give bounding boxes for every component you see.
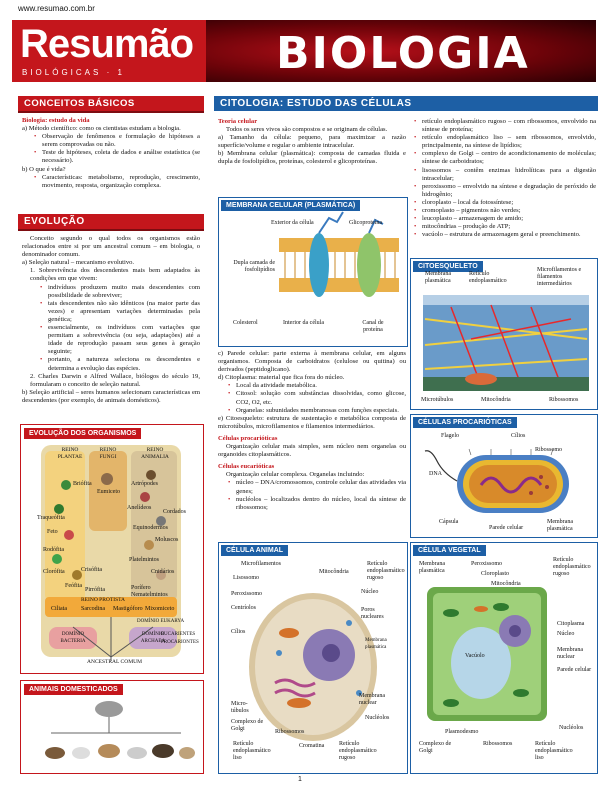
organela-item: • cloroplasto – local da fotossíntese;: [422, 199, 596, 207]
ancestral-label: ANCESTRAL COMUM: [87, 659, 142, 665]
animal-item: Equinodermos: [133, 525, 168, 531]
plant-item: Briófita: [73, 481, 92, 487]
bacteria-label: DOMÍNIO BACTERIA: [60, 632, 86, 644]
parede-celular-label: Parede celular: [489, 525, 524, 531]
animal-label: Núcleo: [361, 589, 379, 595]
animal-label: Peroxissomo: [231, 591, 263, 597]
teoria-e: e) Citoesqueleto: estrutura de sustentação e metabólica composta de microtúbulos, microfilamentos e filamentos intermediários.: [218, 414, 406, 430]
vegetal-label: Parede celular: [557, 667, 592, 673]
glicoproteina-label: Glicoproteína: [349, 220, 382, 226]
animalia-label: REINO ANIMALIA: [141, 447, 169, 460]
interior-label: Interior da célula: [283, 320, 324, 326]
animal-label: Complexo de Golgi: [231, 719, 264, 732]
cilios-label: Cílios: [511, 433, 526, 439]
vegetal-label: Complexo de Golgi: [419, 741, 452, 754]
evolucao-a2: 2. Charles Darwin e Alfred Wallace, biólogos do século 19, formularam o conceito de seleção natural.: [30, 372, 200, 388]
evolucao-section: [18, 214, 204, 405]
plant-item: Clorófita: [43, 569, 65, 575]
evolucao-b3: • essencialmente, os indivíduos com variações que permitam a sobrevivência (ou seja, adaptações) até a idade de reprodução passam seus genes à geração seguinte;: [48, 324, 200, 356]
animal-item: Artrópodes: [131, 481, 158, 487]
cito-microfilamentos-label: Microfilamentos e filamentos intermediários: [537, 267, 582, 287]
eucariontes-label: EUCARIENTES: [161, 632, 196, 637]
plant-item: Rodófita: [43, 547, 64, 553]
vegetal-label: Mitocôndria: [491, 581, 521, 587]
citologia-section: [214, 96, 598, 111]
site-url: www.resumao.com.br: [18, 4, 95, 13]
evolucao-a1: 1. Sobrevivência dos descendentes mais bem adaptados às condições em que vivem:: [30, 267, 200, 283]
page-title: BIOLOGIA: [276, 28, 530, 79]
flagelo-label: Flagelo: [441, 433, 459, 439]
evolucao-organismos-heading: EVOLUÇÃO DOS ORGANISMOS: [24, 428, 141, 439]
vegetal-label: Retículo endoplasmático liso: [535, 741, 573, 761]
plant-item: Feto: [47, 529, 58, 535]
eukarya-label: DOMÍNIO EUKARYA: [137, 619, 185, 624]
evolucao-heading: EVOLUÇÃO: [18, 214, 204, 231]
teoria-d2: • Citosol: solução com substâncias dissolvidas, como glicose, CO2, O2, etc.: [236, 390, 406, 406]
citoesqueleto-heading: CITOESQUELETO: [413, 261, 483, 272]
cito-membrana-label: Membrana plasmática: [425, 271, 451, 284]
organela-item: • cromoplasto – pigmentos não verdes;: [422, 207, 596, 215]
conceitos-section: [18, 96, 204, 190]
vegetal-label: Membrana nuclear: [557, 647, 583, 660]
organela-item: • retículo endoplasmático rugoso – com ribossomos, envolvido na síntese de proteína;: [422, 118, 596, 134]
animais-heading: ANIMAIS DOMESTICADOS: [24, 684, 123, 695]
animal-label: Centríolos: [231, 605, 256, 611]
evolucao-intro: Conceito segundo o qual todos os organismos estão relacionados entre si por um ancestral comum – em biologia, o denominador comum.: [22, 235, 200, 259]
protista-item: Mixomiceto: [145, 606, 175, 612]
conceitos-heading: CONCEITOS BÁSICOS: [18, 96, 204, 113]
conceitos-subheading: Biologia: estudo da vida: [22, 117, 90, 124]
animal-label: Nucléolos: [365, 715, 390, 721]
citoesqueleto-box: [410, 258, 598, 410]
brand-subtitle: BIOLÓGICAS · 1: [22, 68, 125, 77]
animal-label: Microfilamentos: [241, 561, 281, 567]
fungi-item: Eumiceto: [97, 489, 120, 495]
animal-label: Membrana plasmática: [365, 638, 387, 650]
plant-item: Crisófita: [81, 567, 102, 573]
exterior-label: Exterior da célula: [271, 220, 314, 226]
vegetal-label: Núcleo: [557, 631, 575, 637]
cito-mitocondria-label: Mitocôndria: [481, 397, 511, 403]
vegetal-label: Plasmodesmo: [445, 729, 479, 735]
evolucao-b: b) Seleção artificial – seres humanos selecionam características em descendentes (por exemplo, de animais domésticos).: [22, 388, 200, 404]
celula-vegetal-heading: CÉLULA VEGETAL: [413, 545, 486, 556]
page-number: 1: [298, 776, 302, 783]
animal-label: Retículo endoplasmático liso: [233, 741, 271, 761]
celula-vegetal-box: [410, 542, 598, 774]
organela-item: • peroxissomo – envolvido na síntese e degradação de peróxido de hidrogênio;: [422, 183, 596, 199]
eucarioticas-text: Organização celular complexa. Organelas incluindo:: [226, 471, 365, 479]
vegetal-label: Peroxissomo: [471, 561, 503, 567]
membrana-heading: MEMBRANA CELULAR (PLASMÁTICA): [221, 200, 360, 211]
evolucao-b4: • portanto, a natureza seleciona os descendentes e determina a evolução das espécies.: [48, 356, 200, 372]
procarioticas-box: [410, 414, 598, 538]
animal-label: Retículo endoplasmático rugoso: [367, 561, 405, 581]
procarioticas-heading: Células procarióticas: [218, 434, 278, 442]
teoria-a: a) Tamanho da célula: pequeno, para maximizar a razão superfície/volume e regular o ambiente intracelular.: [218, 134, 406, 150]
dogs-illustration: [21, 681, 203, 773]
brand-name: Resumão: [20, 22, 194, 66]
title-banner: [206, 20, 596, 82]
animal-label: Cromatina: [299, 743, 325, 749]
procarioticas-text: Organização celular mais simples, sem núcleo nem organelas ou organoides citoplasmáticos.: [218, 443, 406, 459]
organelas-list: [412, 118, 596, 239]
dupla-camada-label: Dupla camada de fosfolipídios: [233, 260, 275, 273]
vegetal-label: Vacúolo: [465, 653, 485, 659]
animal-item: Porífero Nematelmintos: [131, 585, 168, 598]
animal-label: Retículo endoplasmático rugoso: [339, 741, 377, 761]
eucarioticas-b2: • nucléolos – localizados dentro do núcleo, local da síntese de ribossomos;: [236, 496, 406, 512]
animal-label: Poros nucleares: [361, 607, 384, 620]
membrana-box: [218, 197, 408, 347]
cito-ribossomos-label: Ribossomos: [549, 397, 579, 403]
conceitos-a-b2: • Teste de hipóteses, coleta de dados e análise estatística (se necessário).: [42, 149, 200, 165]
animal-label: Lisossomo: [233, 575, 260, 581]
dna-label: DNA: [429, 471, 442, 477]
archaea-label: DOMÍNIO ARCHAEA: [140, 632, 166, 644]
protista-item: Sarcodina: [81, 606, 105, 612]
evolucao-a: a) Seleção natural – mecanismo evolutivo.: [22, 259, 135, 267]
evolucao-b1: • indivíduos produzem muito mais descendentes com possibilidade de sobreviver;: [48, 284, 200, 300]
canal-label: Canal de proteína: [362, 320, 384, 333]
organela-item: • lisossomos – contêm enzimas hidrolíticas para a digestão intracelular;: [422, 167, 596, 183]
brand-logo: [12, 20, 206, 82]
vegetal-label: Membrana plasmática: [419, 561, 445, 574]
ribossomo-label: Ribossomo: [535, 447, 563, 453]
colesterol-label: Colesterol: [233, 320, 258, 326]
cito-reticulo-label: Retículo endoplasmático: [469, 271, 507, 284]
plant-item: Pirrófita: [85, 587, 105, 593]
animal-item: Anelídeos: [127, 505, 152, 511]
vegetal-label: Retículo endoplasmático rugoso: [553, 557, 591, 577]
vegetal-label: Ribossomos: [483, 741, 513, 747]
membrana-plasmatica-label: Membrana plasmática: [547, 519, 573, 532]
fungi-label: REINO FUNGI: [99, 447, 117, 460]
animal-label: Micro-túbulos: [231, 701, 249, 714]
teoria-d3: • Organelas: subunidades membranosas com funções especiais.: [236, 407, 406, 415]
teoria-celular-text: [218, 118, 406, 167]
animais-domesticados-box: [20, 680, 204, 774]
vegetal-label: Cloroplasto: [481, 571, 509, 577]
conceitos-a: a) Método científico: como os cientistas estudam a biologia.: [22, 125, 181, 133]
protista-label: REINO PROTISTA: [81, 597, 126, 603]
animal-item: Cnidários: [151, 569, 175, 575]
evolucao-b2: • tais descendentes não são idênticos (na maior parte das vezes) e apresentam variações determinadas pela genética;: [48, 300, 200, 324]
citologia-text-2: [218, 350, 406, 512]
plantae-label: REINO PLANTAE: [57, 447, 83, 460]
vegetal-label: Citoplasma: [557, 621, 585, 627]
teoria-heading: Teoria celular: [218, 118, 258, 125]
conceitos-a-b1: • Observação de fenômenos e formulação de hipóteses a serem comprovadas ou não.: [42, 133, 200, 149]
animal-label: Ribossomos: [275, 729, 305, 735]
plant-item: Feófita: [65, 583, 82, 589]
organela-item: • retículo endoplasmático liso – sem ribossomos, envolvido, principalmente, na síntese de lipídios;: [422, 134, 596, 150]
animal-label: Cílios: [231, 629, 246, 635]
evolucao-organismos-box: [20, 424, 204, 674]
vegetal-label: Nucléolos: [559, 725, 584, 731]
organela-item: • complexo de Golgi – centro de acondicionamento de moléculas; síntese de carboidratos;: [422, 150, 596, 166]
teoria-d1: • Local da atividade metabólica.: [236, 382, 406, 390]
animal-item: Platelmintos: [129, 557, 159, 563]
animal-label: Membrana nuclear: [359, 693, 385, 706]
teoria-1: Todos os seres vivos são compostos e se originam de células.: [226, 126, 388, 134]
protista-item: Mastigóforo: [113, 606, 143, 612]
procarioticas-diagram-heading: CÉLULAS PROCARIÓTICAS: [413, 417, 517, 428]
procariontes-label: PROCARIONTES: [161, 640, 199, 645]
conceitos-b-b1: • Características: metabolismo, reprodução, crescimento, movimento, resposta, organização complexa.: [42, 174, 200, 190]
teoria-b: b) Membrana celular (plasmática): composta de camadas fluida e dupla de fosfolipídios, proteínas, colesterol e glicoproteínas.: [218, 150, 406, 166]
conceitos-b: b) O que é vida?: [22, 165, 66, 173]
animal-item: Moluscos: [155, 537, 179, 543]
cito-microtubulos-label: Microtúbulos: [421, 397, 454, 403]
plant-item: Traqueófita: [37, 515, 65, 521]
eucarioticas-heading: Células eucarióticas: [218, 463, 275, 471]
protista-item: Ciliata: [51, 606, 67, 612]
eucarioticas-b1: • núcleo – DNA/cromossomos, controle celular das atividades via genes;: [236, 479, 406, 495]
celula-animal-box: [218, 542, 408, 774]
teoria-c: c) Parede celular: parte externa à membrana celular, em alguns organismos. Composta de carboidratos (celulose ou quitina) ou derivados (peptidoglicano).: [218, 350, 406, 374]
capsula-label: Cápsula: [439, 519, 459, 525]
organela-item: • leucoplasto – armazenagem de amido;: [422, 215, 596, 223]
celula-animal-heading: CÉLULA ANIMAL: [221, 545, 288, 556]
animal-item: Cordados: [163, 509, 186, 515]
animal-label: Mitocôndria: [319, 569, 349, 575]
organela-item: • vacúolo – estrutura de armazenagem geral e preenchimento.: [422, 231, 596, 239]
organela-item: • mitocôndrias – produção de ATP;: [422, 223, 596, 231]
citologia-heading: CITOLOGIA: ESTUDO DAS CÉLULAS: [214, 96, 598, 111]
teoria-d: d) Citoplasma: material que fica fora do núcleo.: [218, 374, 345, 382]
